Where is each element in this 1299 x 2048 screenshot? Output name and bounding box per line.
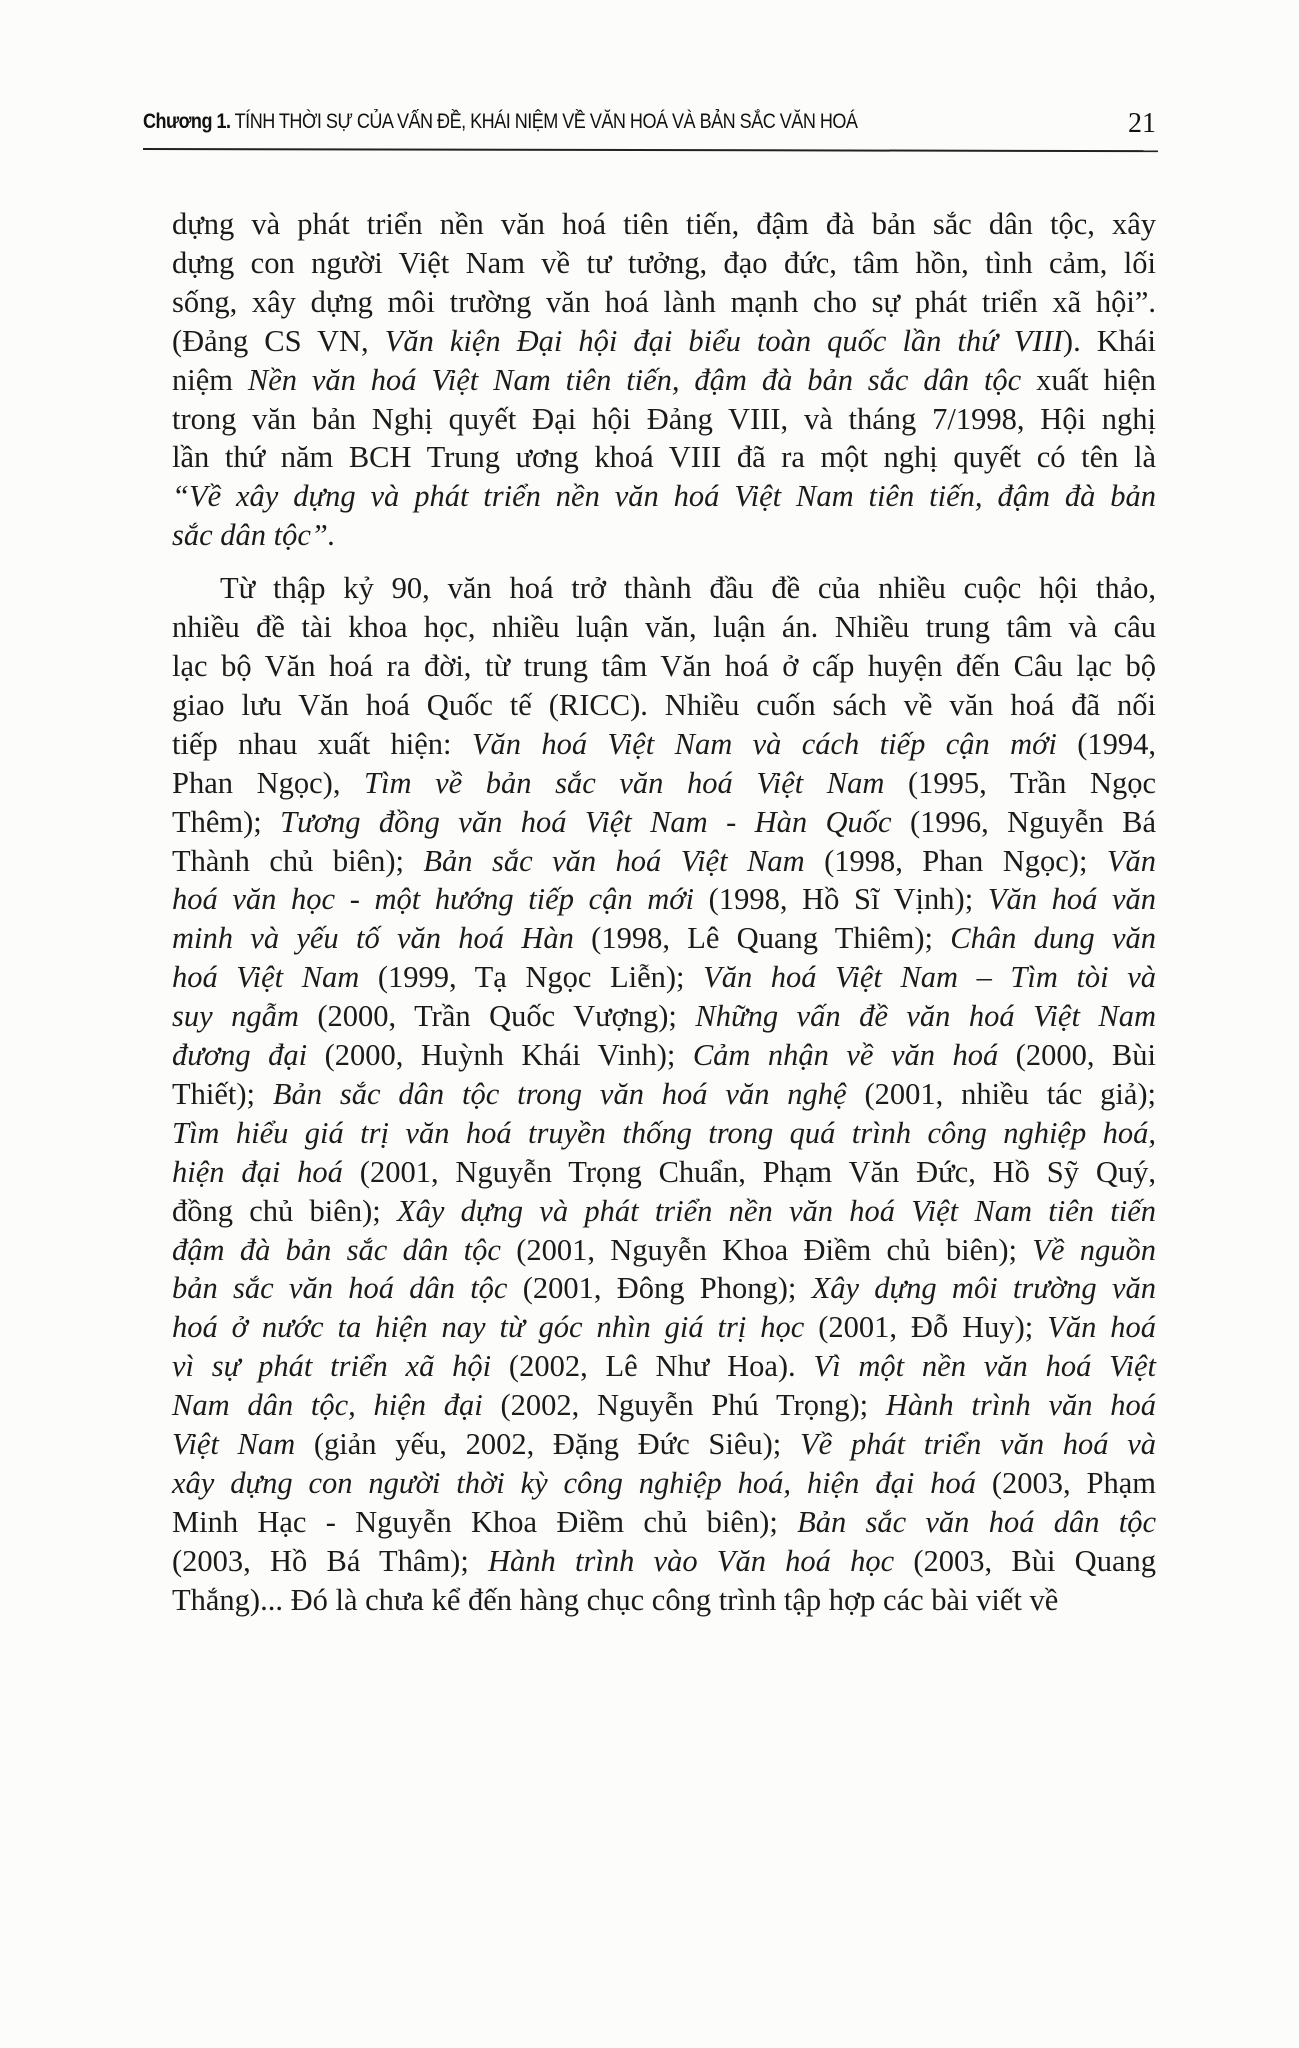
running-header bbox=[143, 108, 1158, 152]
italic-title: hoá Việt Nam bbox=[172, 960, 360, 995]
text-run: (2003, Phạm bbox=[975, 1466, 1156, 1500]
italic-title: Văn hoá văn bbox=[987, 882, 1157, 917]
text-run: (1998, Hồ Sĩ Vịnh); bbox=[694, 882, 988, 917]
text-run: Thành chủ biên); bbox=[172, 843, 424, 878]
text-run: sống, xây dựng môi trường văn hoá lành mạnh cho sự phát triển xã hội”. bbox=[172, 284, 1156, 319]
italic-title: hoá văn học - một hướng tiếp cận mới bbox=[172, 882, 695, 917]
text-run: (2003, Bùi Quang bbox=[894, 1543, 1156, 1578]
italic-title: Xây dựng môi trường văn bbox=[811, 1271, 1156, 1306]
text-run: (2003, Hồ Bá Thâm); bbox=[172, 1543, 489, 1578]
italic-title: sắc dân tộc”. bbox=[172, 518, 336, 553]
italic-title: vì sự phát triển xã hội bbox=[172, 1349, 492, 1384]
italic-title: Bản sắc văn hoá dân tộc bbox=[797, 1504, 1156, 1539]
text-run: Thiết); bbox=[172, 1076, 273, 1111]
italic-title: Về nguồn bbox=[1032, 1232, 1157, 1267]
text-run: ). Khái bbox=[1062, 323, 1157, 358]
italic-title: Văn hoá Việt Nam và cách tiếp cận mới bbox=[471, 726, 1057, 761]
text-line bbox=[172, 803, 1156, 842]
text-line bbox=[172, 1075, 1156, 1114]
text-line bbox=[172, 205, 1156, 244]
text-run: tiếp nhau xuất hiện: bbox=[172, 726, 472, 761]
italic-title: Bản sắc văn hoá Việt Nam bbox=[423, 843, 805, 878]
text-line bbox=[172, 1308, 1156, 1347]
italic-title: Tương đồng văn hoá Việt Nam - Hàn Quốc bbox=[280, 804, 892, 839]
italic-title: đậm đà bản sắc dân tộc bbox=[172, 1232, 501, 1267]
italic-title: Chân dung văn bbox=[950, 921, 1156, 956]
text-line bbox=[172, 1425, 1156, 1464]
text-run: lần thứ năm BCH Trung ương khoá VIII đã ra một nghị quyết có tên là bbox=[172, 440, 1156, 475]
text-run: (1995, Trần Ngọc bbox=[884, 765, 1157, 800]
italic-title: Hành trình vào Văn hoá học bbox=[488, 1543, 895, 1578]
chapter-heading bbox=[143, 110, 857, 134]
italic-title: Việt Nam bbox=[172, 1427, 296, 1462]
text-run: dựng con người Việt Nam về tư tưởng, đạo đức, tâm hồn, tình cảm, lối bbox=[172, 245, 1156, 280]
text-line bbox=[172, 1347, 1156, 1386]
text-run: trong văn bản Nghị quyết Đại hội Đảng VIII, và tháng 7/1998, Hội nghị bbox=[172, 401, 1156, 436]
text-line bbox=[172, 516, 1156, 555]
text-run: Thắng)... Đó là chưa kể đến hàng chục công trình tập hợp các bài viết về bbox=[172, 1582, 1059, 1617]
text-run: lạc bộ Văn hoá ra đời, từ trung tâm Văn hoá ở cấp huyện đến Câu lạc bộ bbox=[172, 648, 1156, 683]
text-line bbox=[172, 997, 1156, 1036]
text-run: (1994, bbox=[1056, 726, 1156, 761]
text-line bbox=[172, 1581, 1156, 1620]
text-line bbox=[172, 361, 1156, 400]
text-run: Từ thập kỷ 90, văn hoá trở thành đầu đề của nhiều cuộc hội thảo, bbox=[220, 571, 1156, 606]
italic-title: suy ngẫm bbox=[172, 999, 299, 1034]
header-rule bbox=[143, 148, 1158, 152]
text-line bbox=[172, 283, 1156, 322]
text-line bbox=[172, 1231, 1156, 1270]
italic-title: đương đại bbox=[172, 1038, 308, 1073]
text-run: (Đảng CS VN, bbox=[172, 323, 385, 358]
text-run: (2001, Nguyễn Trọng Chuẩn, Phạm Văn Đức, Hồ Sỹ Quý, bbox=[342, 1154, 1156, 1189]
text-line bbox=[172, 322, 1156, 361]
italic-title: Vì một nền văn hoá Việt bbox=[813, 1349, 1157, 1384]
italic-title: bản sắc văn hoá dân tộc bbox=[172, 1271, 508, 1306]
paragraph-1 bbox=[172, 205, 1156, 555]
text-run: (1998, Lê Quang Thiêm); bbox=[573, 921, 951, 956]
text-line bbox=[172, 400, 1156, 439]
text-line bbox=[172, 438, 1156, 477]
text-line bbox=[172, 569, 1156, 608]
italic-title: Tìm về bản sắc văn hoá Việt Nam bbox=[364, 765, 885, 800]
text-run: Minh Hạc - Nguyễn Khoa Điềm chủ biên); bbox=[172, 1504, 798, 1539]
text-run: nhiều đề tài khoa học, nhiều luận văn, luận án. Nhiều trung tâm và câu bbox=[172, 610, 1156, 645]
italic-title: hoá ở nước ta hiện nay từ góc nhìn giá trị học bbox=[172, 1310, 805, 1345]
italic-title: Nền văn hoá Việt Nam tiên tiến, đậm đà bản sắc dân tộc bbox=[247, 362, 1022, 397]
text-line bbox=[172, 1542, 1156, 1581]
italic-title: hiện đại hoá bbox=[172, 1154, 343, 1189]
italic-title: Cảm nhận về văn hoá bbox=[692, 1038, 999, 1073]
text-line bbox=[172, 1036, 1156, 1075]
text-line bbox=[172, 1386, 1156, 1425]
page-number: 21 bbox=[1128, 108, 1156, 139]
italic-title: minh và yếu tố văn hoá Hàn bbox=[172, 921, 574, 956]
text-run: (2001, Đỗ Huy); bbox=[804, 1310, 1048, 1345]
text-line bbox=[172, 880, 1156, 919]
text-line bbox=[172, 1269, 1156, 1308]
text-line bbox=[172, 1464, 1156, 1503]
italic-title: Về phát triển văn hoá và bbox=[799, 1427, 1156, 1462]
text-line bbox=[172, 477, 1156, 516]
text-line bbox=[172, 647, 1156, 686]
text-run: Phan Ngọc), bbox=[172, 765, 365, 800]
italic-title: Xây dựng và phát triển nền văn hoá Việt Nam tiên tiến bbox=[396, 1193, 1157, 1228]
body-text bbox=[172, 205, 1156, 1620]
italic-title: Hành trình văn hoá bbox=[885, 1388, 1156, 1423]
text-line bbox=[172, 1114, 1156, 1153]
text-run: đồng chủ biên); bbox=[172, 1193, 397, 1228]
italic-title: xây dựng con người thời kỳ công nghiệp hoá, hiện đại hoá bbox=[172, 1466, 976, 1500]
text-run: (2001, Đông Phong); bbox=[507, 1271, 812, 1306]
text-run: (2002, Lê Như Hoa). bbox=[491, 1349, 814, 1384]
chapter-label: Chương 1. bbox=[143, 110, 231, 133]
text-run: dựng và phát triển nền văn hoá tiên tiến, đậm đà bản sắc dân tộc, xây bbox=[172, 207, 1156, 241]
text-line bbox=[172, 1192, 1156, 1231]
italic-title: Tìm hiểu giá trị văn hoá truyền thống trong quá trình công nghiệp hoá, bbox=[172, 1115, 1156, 1150]
paragraph-2 bbox=[172, 569, 1156, 1619]
text-line bbox=[172, 764, 1156, 803]
italic-title: Văn hoá bbox=[1047, 1310, 1156, 1345]
italic-title: Văn kiện Đại hội đại biểu toàn quốc lần thứ VIII bbox=[384, 323, 1063, 358]
italic-title: Những vấn đề văn hoá Việt Nam bbox=[695, 999, 1157, 1034]
text-line bbox=[172, 725, 1156, 764]
text-run: giao lưu Văn hoá Quốc tế (RICC). Nhiều cuốn sách về văn hoá đã nối bbox=[172, 687, 1156, 722]
text-run: (2002, Nguyễn Phú Trọng); bbox=[482, 1388, 886, 1423]
text-run: (giản yếu, 2002, Đặng Đức Siêu); bbox=[295, 1427, 800, 1462]
italic-title: Văn hoá Việt Nam – Tìm tòi và bbox=[703, 960, 1156, 995]
italic-title: Văn bbox=[1106, 843, 1156, 878]
text-run: (2000, Trần Quốc Vượng); bbox=[298, 999, 696, 1034]
text-run: (2001, nhiều tác giả); bbox=[846, 1076, 1157, 1111]
text-line bbox=[172, 919, 1156, 958]
text-run: (1999, Tạ Ngọc Liễn); bbox=[359, 960, 704, 995]
text-run: (2001, Nguyễn Khoa Điềm chủ biên); bbox=[500, 1232, 1033, 1267]
text-run: (2000, Huỳnh Khái Vinh); bbox=[307, 1038, 693, 1073]
text-run: Thêm); bbox=[172, 804, 281, 839]
italic-title: Bản sắc dân tộc trong văn hoá văn nghệ bbox=[272, 1076, 847, 1111]
text-line bbox=[172, 1503, 1156, 1542]
text-line bbox=[172, 244, 1156, 283]
text-line bbox=[172, 608, 1156, 647]
text-line bbox=[172, 1153, 1156, 1192]
text-line bbox=[172, 842, 1156, 881]
text-line bbox=[172, 686, 1156, 725]
text-run: (1996, Nguyễn Bá bbox=[891, 804, 1156, 839]
italic-title: “Về xây dựng và phát triển nền văn hoá Việt Nam tiên tiến, đậm đà bản bbox=[172, 479, 1156, 514]
text-run: niệm bbox=[172, 362, 248, 397]
chapter-title: TÍNH THỜI SỰ CỦA VẤN ĐỀ, KHÁI NIỆM VỀ VĂN HOÁ VÀ BẢN SẮC VĂN HOÁ bbox=[234, 110, 858, 133]
text-run: (2000, Bùi bbox=[998, 1038, 1156, 1073]
text-run: xuất hiện bbox=[1021, 362, 1156, 397]
italic-title: Nam dân tộc, hiện đại bbox=[172, 1388, 483, 1423]
text-line bbox=[172, 958, 1156, 997]
text-run: (1998, Phan Ngọc); bbox=[804, 843, 1107, 878]
